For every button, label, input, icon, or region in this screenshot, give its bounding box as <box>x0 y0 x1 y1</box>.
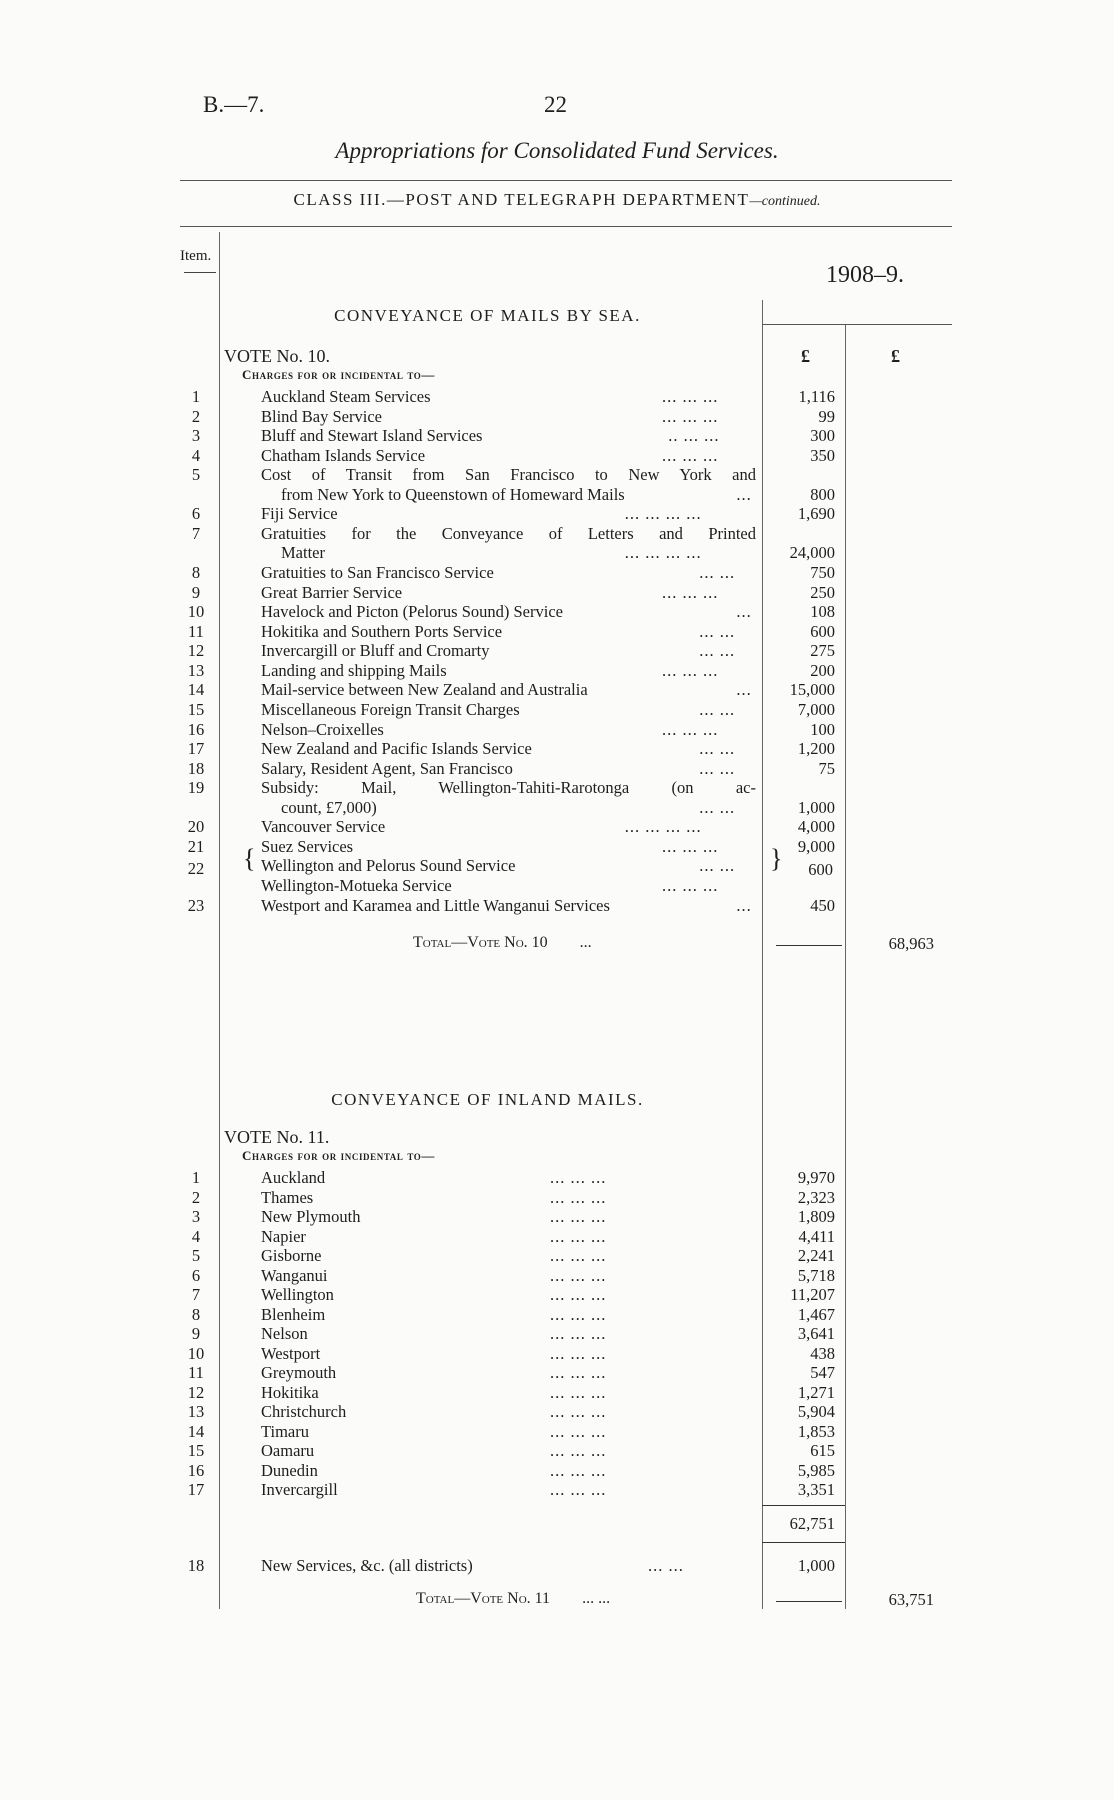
leader-dots: ... <box>736 680 752 700</box>
leader-dots: ... <box>736 484 752 504</box>
item-label: Oamaru <box>261 1441 315 1460</box>
item-label: Great Barrier Service <box>261 582 403 602</box>
item-amount: 438 <box>810 1343 835 1363</box>
item-label: Auckland <box>261 1168 326 1187</box>
leader-dots: ... ... ... <box>662 876 719 895</box>
table-row <box>0 876 1114 895</box>
table-row <box>0 622 1114 641</box>
leader-dots: ... ... ... <box>550 1402 607 1421</box>
item-number: 16 <box>187 719 205 739</box>
table-row <box>0 778 1114 797</box>
item-amount: 1,690 <box>797 504 835 524</box>
item-number: 8 <box>191 563 201 583</box>
leader-dots: ... ... <box>699 699 736 719</box>
table-row <box>0 1363 1114 1382</box>
item-label: Fiji Service <box>261 504 338 524</box>
table-row <box>0 856 1114 875</box>
table-row <box>0 1383 1114 1402</box>
item-label: Nelson <box>261 1324 308 1343</box>
item-label: New Plymouth <box>261 1207 361 1226</box>
item-amount: 1,116 <box>798 387 835 406</box>
new-services-number: 18 <box>187 1556 205 1575</box>
table-row <box>0 1285 1114 1304</box>
table-row <box>0 504 1114 523</box>
leader-dots: ... ... <box>699 758 736 778</box>
item-label: Matter <box>281 543 325 563</box>
item-number: 4 <box>191 1226 201 1246</box>
table-row <box>0 1246 1114 1265</box>
table-row <box>0 1344 1114 1363</box>
item-label: Hokitika and Southern Ports Service <box>261 621 503 641</box>
item-label: Chatham Islands Service <box>261 445 426 465</box>
item-label: from New York to Queenstown of Homeward Mails <box>281 484 625 504</box>
item-label: Suez Services <box>261 836 354 856</box>
table-row <box>0 1402 1114 1421</box>
item-amount: 350 <box>810 445 835 465</box>
leader-dots: ... ... ... ... <box>624 817 702 837</box>
table-row <box>0 602 1114 621</box>
item-amount: 9,000 <box>797 836 835 856</box>
class-subtitle <box>0 190 1114 210</box>
leader-dots: ... <box>736 602 752 622</box>
subtotal-rule-bottom <box>762 1542 845 1543</box>
new-services-label: New Services, &c. (all districts) <box>261 1556 473 1575</box>
item-amount: 800 <box>810 484 835 504</box>
item-amount: 250 <box>810 582 835 602</box>
header-rule-top <box>180 180 952 181</box>
leader-dots: ... ... ... <box>550 1441 607 1460</box>
leader-dots: ... ... ... <box>662 406 719 426</box>
item-label: Blind Bay Service <box>261 406 382 426</box>
item-number: 4 <box>191 445 201 465</box>
leader-dots: ... ... <box>699 621 736 641</box>
item-amount: 750 <box>810 563 835 583</box>
item-number: 17 <box>187 1480 205 1499</box>
table-row <box>0 680 1114 699</box>
leader-dots: ... ... ... <box>550 1382 607 1402</box>
new-services-row <box>0 1556 1114 1575</box>
item-label: Auckland Steam Services <box>261 387 431 406</box>
vote-11-total-dots: ... ... <box>582 1590 611 1607</box>
item-number: 13 <box>187 1402 205 1421</box>
vote-10-total-rule <box>776 945 842 946</box>
table-row <box>0 524 1114 543</box>
vote-11-total-amount: 63,751 <box>888 1590 934 1609</box>
item-number: 11 <box>188 621 204 641</box>
table-row <box>0 896 1114 915</box>
leader-dots: ... ... ... <box>550 1363 607 1382</box>
table-row <box>0 759 1114 778</box>
item-amount: 100 <box>810 719 835 739</box>
item-number: 1 <box>191 387 201 406</box>
item-amount: 5,718 <box>797 1265 835 1285</box>
item-label: New Zealand and Pacific Islands Service <box>261 739 532 759</box>
item-number: 12 <box>187 641 205 661</box>
new-services-dots: ... ... <box>648 1556 684 1575</box>
table-row <box>0 1480 1114 1499</box>
table-row <box>0 563 1114 582</box>
leader-dots: ... ... ... <box>662 445 719 465</box>
item-label: Wellington <box>261 1285 334 1304</box>
item-label: Westport <box>261 1343 321 1363</box>
item-amount: 1,000 <box>797 797 835 817</box>
item-label: Napier <box>261 1226 306 1246</box>
item-label: Greymouth <box>261 1363 337 1382</box>
table-row <box>0 720 1114 739</box>
item-number: 5 <box>191 1246 201 1265</box>
leader-dots: ... ... ... <box>550 1343 607 1363</box>
item-amount: 1,200 <box>797 739 835 759</box>
item-label: Gratuities to San Francisco Service <box>261 563 494 583</box>
item-amount: 200 <box>810 660 835 680</box>
item-label: Westport and Karamea and Little Wanganui Services <box>261 895 610 915</box>
item-number: 16 <box>187 1460 205 1480</box>
item-number: 5 <box>191 465 201 485</box>
item-amount: 3,351 <box>797 1480 835 1499</box>
item-amount: 1,809 <box>797 1207 835 1226</box>
item-header-underline <box>184 272 216 273</box>
leader-dots: ... ... ... <box>662 582 719 602</box>
table-row <box>0 543 1114 562</box>
section-heading-inland: CONVEYANCE OF INLAND MAILS. <box>331 1090 644 1109</box>
year-rule <box>762 324 952 325</box>
leader-dots: ... ... <box>699 856 736 876</box>
item-number: 23 <box>187 895 205 915</box>
leader-dots: ... ... ... <box>550 1265 607 1285</box>
item-number: 19 <box>187 778 205 798</box>
item-number: 15 <box>187 699 205 719</box>
item-label: Havelock and Picton (Pelorus Sound) Service <box>261 602 563 622</box>
item-amount: 275 <box>810 641 835 661</box>
table-row <box>0 700 1114 719</box>
item-amount: 4,000 <box>797 817 835 837</box>
leader-dots: ... ... <box>699 641 736 661</box>
item-number: 7 <box>191 1285 201 1304</box>
vote-11-charges-heading: Charges for or incidental to— <box>242 1148 435 1163</box>
vote-10-total-dots: ... <box>579 934 592 951</box>
item-number: 17 <box>187 739 205 759</box>
item-number: 7 <box>191 523 201 543</box>
vote-10-total-amount: 68,963 <box>888 934 934 953</box>
item-amount: 11,207 <box>790 1285 835 1304</box>
item-amount: 108 <box>810 602 835 622</box>
subtotal-rule <box>762 1505 845 1506</box>
item-number: 2 <box>191 406 201 426</box>
leader-dots: ... ... ... <box>550 1304 607 1324</box>
item-label: Mail-service between New Zealand and Australia <box>261 680 588 700</box>
item-number: 9 <box>191 1324 201 1343</box>
item-label: Landing and shipping Mails <box>261 660 447 680</box>
document-reference: B.—7. <box>203 92 265 117</box>
vote-11-total-label <box>416 1590 610 1608</box>
vote-10-charges-heading: Charges for or incidental to— <box>242 367 435 382</box>
item-amount: 1,853 <box>797 1421 835 1441</box>
leader-dots: ... ... ... <box>550 1480 607 1499</box>
item-number: 9 <box>191 582 201 602</box>
table-row <box>0 1461 1114 1480</box>
leader-dots: ... ... ... <box>662 719 719 739</box>
item-number: 6 <box>191 504 201 524</box>
table-row <box>0 1266 1114 1285</box>
leader-dots: ... ... ... ... <box>624 504 702 524</box>
currency-symbol-items: £ <box>801 346 810 366</box>
table-row <box>0 1305 1114 1324</box>
item-label: Invercargill or Bluff and Cromarty <box>261 641 490 661</box>
item-number: 13 <box>187 660 205 680</box>
table-row <box>0 583 1114 602</box>
item-label: Gratuities for the Conveyance of Letters and Printed <box>261 523 756 543</box>
item-number: 3 <box>191 1207 201 1226</box>
item-label: Timaru <box>261 1421 309 1441</box>
item-amount: 9,970 <box>797 1168 835 1187</box>
leader-dots: ... ... ... <box>550 1226 607 1246</box>
item-label: Invercargill <box>261 1480 338 1499</box>
item-amount: 547 <box>810 1363 835 1382</box>
vote-11-subtotal: 62,751 <box>789 1514 835 1533</box>
item-amount: 2,323 <box>797 1187 835 1207</box>
vote-11-total-rule <box>776 1601 842 1602</box>
page-title: Appropriations for Consolidated Fund Services. <box>335 138 779 163</box>
item-label: Vancouver Service <box>261 817 386 837</box>
item-number: 20 <box>187 817 205 837</box>
table-row <box>0 446 1114 465</box>
item-amount: 615 <box>810 1441 835 1460</box>
leader-dots: ... ... ... <box>550 1421 607 1441</box>
item-number: 10 <box>187 1343 205 1363</box>
table-row <box>0 661 1114 680</box>
vote-10-total-text: Total—Vote No. 10 <box>413 934 548 951</box>
item-number: 18 <box>187 758 205 778</box>
table-row <box>0 1441 1114 1460</box>
item-amount: 300 <box>810 426 835 446</box>
item-number: 11 <box>188 1363 204 1382</box>
item-number: 14 <box>187 1421 205 1441</box>
table-row <box>0 837 1114 856</box>
item-number: 1 <box>191 1168 201 1187</box>
leader-dots: ... ... ... <box>550 1246 607 1265</box>
table-row <box>0 426 1114 445</box>
item-label: Hokitika <box>261 1382 319 1402</box>
item-label: Miscellaneous Foreign Transit Charges <box>261 699 520 719</box>
right-brace-icon: } <box>770 844 783 873</box>
class-subtitle-text: CLASS III.—POST AND TELEGRAPH DEPARTMENT <box>293 190 750 209</box>
item-number: 6 <box>191 1265 201 1285</box>
leader-dots: ... ... <box>699 563 736 583</box>
item-label: Wanganui <box>261 1265 328 1285</box>
item-amount: 450 <box>810 895 835 915</box>
item-label: Thames <box>261 1187 314 1207</box>
item-amount: 7,000 <box>797 699 835 719</box>
item-number: 21 <box>187 836 205 856</box>
leader-dots: .. ... ... <box>668 426 720 446</box>
item-label: Dunedin <box>261 1460 318 1480</box>
table-row <box>0 1168 1114 1187</box>
item-amount: 600 <box>810 621 835 641</box>
item-amount: 75 <box>818 758 835 778</box>
leader-dots: ... ... ... <box>550 1324 607 1343</box>
table-row <box>0 1422 1114 1441</box>
item-label: Subsidy: Mail, Wellington-Tahiti-Rarotonga (on ac- <box>261 778 756 798</box>
item-number: 10 <box>187 602 205 622</box>
item-label: Salary, Resident Agent, San Francisco <box>261 758 513 778</box>
leader-dots: ... ... <box>699 739 736 759</box>
leader-dots: ... ... <box>699 797 736 817</box>
vote-10-heading: VOTE No. 10. <box>224 346 330 366</box>
item-number: 3 <box>191 426 201 446</box>
leader-dots: ... <box>736 895 752 915</box>
leader-dots: ... ... ... <box>662 660 719 680</box>
left-brace-icon: { <box>243 844 256 873</box>
item-amount: 1,271 <box>797 1382 835 1402</box>
item-label: Blenheim <box>261 1304 326 1324</box>
section-heading-sea: CONVEYANCE OF MAILS BY SEA. <box>334 306 641 325</box>
item-label: Bluff and Stewart Island Services <box>261 426 483 446</box>
vote-11-total-text: Total—Vote No. 11 <box>416 1590 551 1607</box>
item-22-number: 22 <box>187 859 205 878</box>
leader-dots: ... ... ... <box>550 1168 607 1187</box>
item-22-amount: 600 <box>808 860 833 879</box>
item-amount: 4,411 <box>798 1226 835 1246</box>
item-amount: 2,241 <box>797 1246 835 1265</box>
item-label: Gisborne <box>261 1246 322 1265</box>
table-row <box>0 387 1114 406</box>
leader-dots: ... ... ... <box>550 1187 607 1207</box>
table-row <box>0 407 1114 426</box>
leader-dots: ... ... ... ... <box>624 543 702 563</box>
table-row <box>0 798 1114 817</box>
item-label: Wellington and Pelorus Sound Service <box>261 856 516 876</box>
leader-dots: ... ... ... <box>662 387 719 406</box>
class-subtitle-suffix: —continued. <box>749 194 821 209</box>
leader-dots: ... ... ... <box>662 836 719 856</box>
item-number: 14 <box>187 680 205 700</box>
item-label: Cost of Transit from San Francisco to New York and <box>261 465 756 485</box>
vote-11-heading: VOTE No. 11. <box>224 1127 330 1147</box>
table-row <box>0 1188 1114 1207</box>
item-amount: 3,641 <box>797 1324 835 1343</box>
table-row <box>0 485 1114 504</box>
new-services-amount: 1,000 <box>797 1556 835 1575</box>
item-amount: 99 <box>818 406 835 426</box>
item-number: 12 <box>187 1382 205 1402</box>
vote-10-total-label <box>413 934 592 952</box>
table-row <box>0 641 1114 660</box>
header-rule-bottom <box>180 226 952 227</box>
item-number: 15 <box>187 1441 205 1460</box>
item-label: count, £7,000) <box>281 797 377 817</box>
leader-dots: ... ... ... <box>550 1207 607 1226</box>
item-column-header: Item. <box>180 248 212 264</box>
table-row <box>0 1324 1114 1343</box>
item-number: 2 <box>191 1187 201 1207</box>
item-label: Christchurch <box>261 1402 347 1421</box>
table-row <box>0 817 1114 836</box>
leader-dots: ... ... ... <box>550 1285 607 1304</box>
item-amount: 15,000 <box>789 680 835 700</box>
item-label: Wellington-Motueka Service <box>261 876 452 895</box>
item-amount: 24,000 <box>789 543 835 563</box>
leader-dots: ... ... ... <box>550 1460 607 1480</box>
table-row <box>0 1227 1114 1246</box>
item-amount: 1,467 <box>797 1304 835 1324</box>
item-label: Nelson–Croixelles <box>261 719 384 739</box>
table-row <box>0 465 1114 484</box>
page-number: 22 <box>544 92 567 117</box>
table-row <box>0 1207 1114 1226</box>
table-row <box>0 739 1114 758</box>
currency-symbol-total: £ <box>891 346 900 366</box>
item-amount: 5,985 <box>797 1460 835 1480</box>
item-amount: 5,904 <box>797 1402 835 1421</box>
item-number: 8 <box>191 1304 201 1324</box>
financial-year: 1908–9. <box>826 262 904 288</box>
